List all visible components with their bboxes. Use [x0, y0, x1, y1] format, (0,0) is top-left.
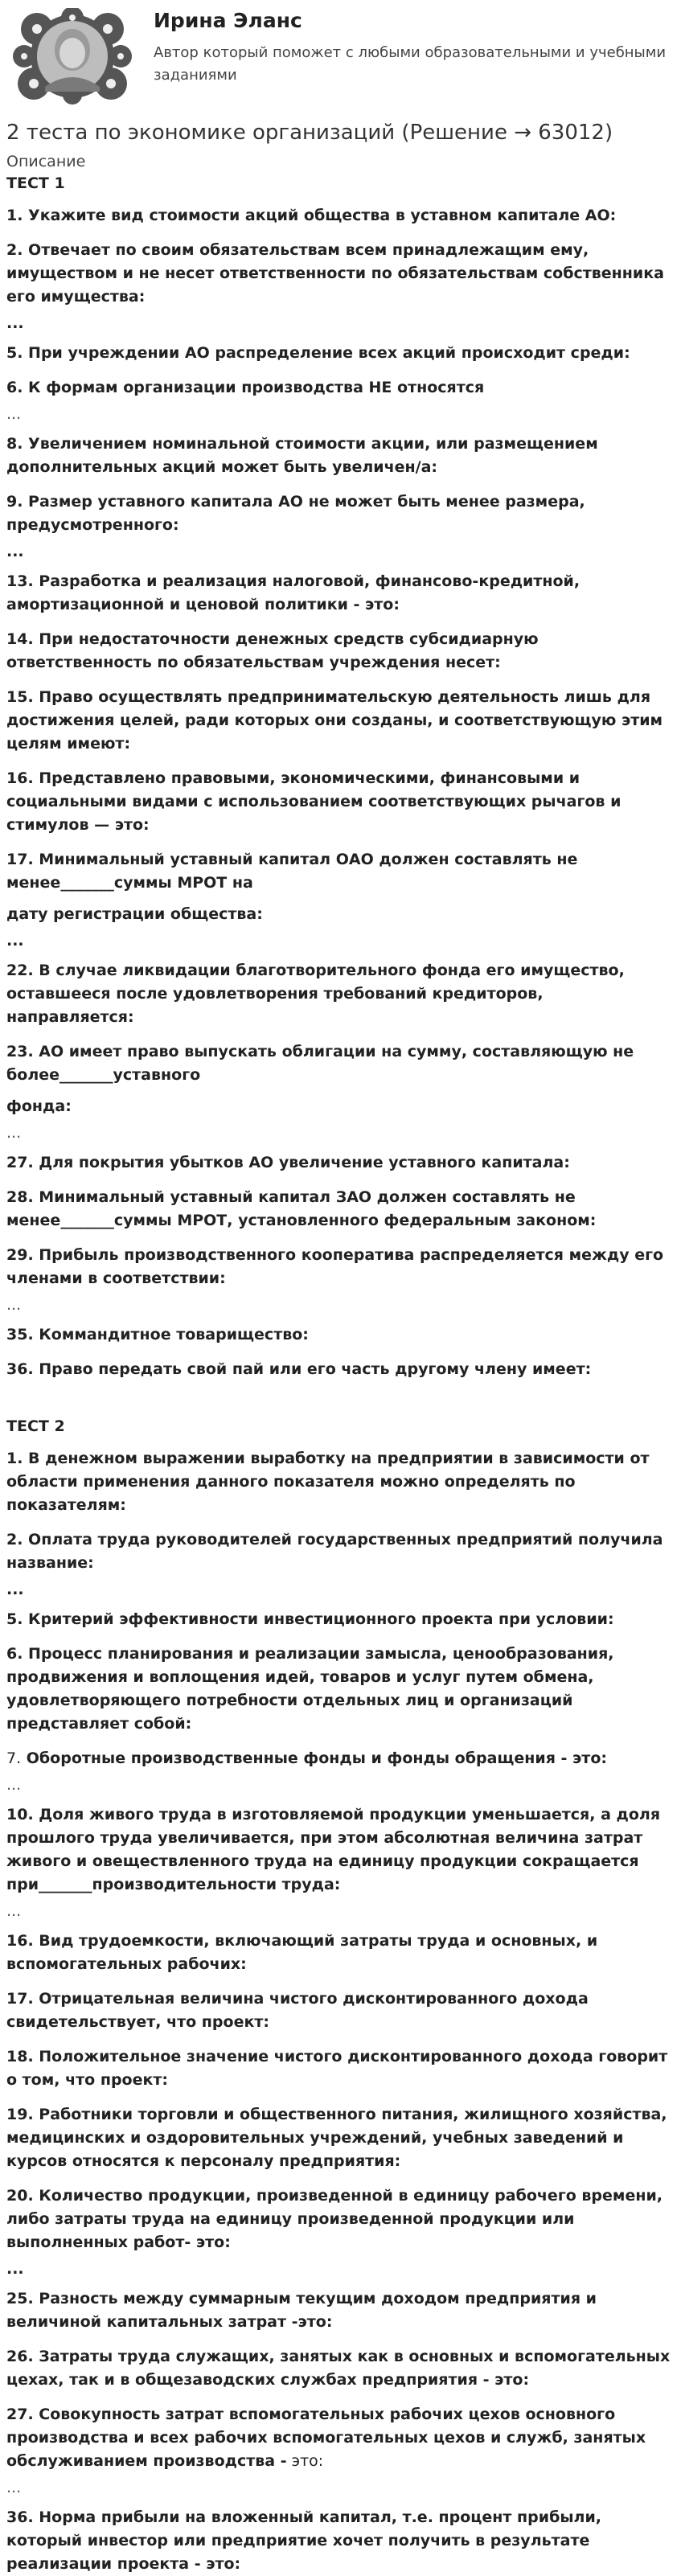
question: 17. Минимальный уставный капитал ОАО должен составлять не менее_______суммы МРОТ на: [6, 851, 578, 892]
question: 16. Представлено правовыми, экономическими, финансовыми и социальными видами с использованием соответствующих рычагов и стимулов — это:: [6, 769, 622, 834]
author-name[interactable]: Ирина Эланс: [154, 9, 302, 32]
question: 17. Отрицательная величина чистого дисконтированного дохода свидетельствует, что проект:: [6, 1990, 589, 2031]
question: 6. Процесс планирования и реализации замысла, ценообразования, продвижения и воплощения идей, товаров и услуг путем обмена, удовлетворяющего потребности отдельных лиц и организаций представляет собой:: [6, 1645, 614, 1733]
avatar-flower-frame: [13, 8, 132, 105]
question: [6, 1747, 673, 1770]
omission-ellipsis: ...: [6, 932, 24, 950]
omission-ellipsis: ...: [6, 2260, 24, 2278]
question: 5. Критерий эффективности инвестиционного проекта при условии:: [6, 1610, 614, 1628]
question: 20. Количество продукции, произведенной в единицу рабочего времени, либо затраты труда на единицу произведенной продукции или выполненных работ- это:: [6, 2187, 663, 2251]
author-avatar[interactable]: [13, 8, 132, 105]
description-label: Описание: [6, 153, 86, 170]
question: 35. Коммандитное товарищество:: [6, 1326, 309, 1343]
omission-ellipsis: ...: [6, 543, 24, 560]
author-description: Автор который поможет с любыми образовательными и учебными заданиями: [154, 44, 667, 84]
question: 19. Работники торговли и общественного питания, жилищного хозяйства, медицинских и оздоровительных учреждений, учебных заведений и курсов относятся к персоналу предприятия:: [6, 2106, 667, 2170]
test-1-section: [6, 172, 673, 1381]
omission-ellipsis: ...: [6, 1124, 22, 1142]
test-2-label: ТЕСТ 2: [6, 1417, 65, 1435]
question: 27. Для покрытия убытков АО увеличение уставного капитала:: [6, 1154, 570, 1171]
question-continuation: дату регистрации общества:: [6, 905, 263, 923]
question: 9. Размер уставного капитала АО не может быть менее размера, предусмотренного:: [6, 493, 585, 534]
omission-ellipsis: ...: [6, 1902, 22, 1920]
question: 1. Укажите вид стоимости акций общества в уставном капитале АО:: [6, 207, 617, 224]
question-text: 27. Совокупность затрат вспомогательных рабочих цехов основного производства и всех рабочих вспомогательных цехов и служб, занятых обслуживанием производства -: [6, 2406, 646, 2470]
question: 36. Норма прибыли на вложенный капитал, т.е. процент прибыли, который инвестор или предприятие хочет получить в результате реализации проекта - это:: [6, 2508, 601, 2573]
omission-ellipsis: ...: [6, 1581, 24, 1598]
question: 23. АО имеет право выпускать облигации на сумму, составляющую не более_______уставного: [6, 1043, 634, 1084]
author-header: [6, 0, 673, 106]
question: 29. Прибыль производственного кооператива распределяется между его членами в соответствии:: [6, 1246, 664, 1287]
question: 14. При недостаточности денежных средств субсидиарную ответственность по обязательствам учреждения несет:: [6, 630, 539, 671]
question: 8. Увеличением номинальной стоимости акции, или размещением дополнительных акций может быть увеличен/а:: [6, 435, 598, 476]
question-text: Оборотные производственные фонды и фонды обращения - это:: [21, 1749, 607, 1767]
question: 16. Вид трудоемкости, включающий затраты труда и основных, и вспомогательных рабочих:: [6, 1932, 598, 1973]
question: [6, 2403, 673, 2473]
omission-ellipsis: ...: [6, 1296, 22, 1314]
question: 36. Право передать свой пай или его часть другому члену имеет:: [6, 1360, 592, 1378]
author-info: [154, 8, 676, 87]
question: 28. Минимальный уставный капитал ЗАО должен составлять не менее_______суммы МРОТ, установленного федеральным законом:: [6, 1188, 597, 1229]
question: 22. В случае ликвидации благотворительного фонда его имущество, оставшееся после удовлетворения требований кредиторов, направляется:: [6, 962, 625, 1026]
question: 26. Затраты труда служащих, занятых как в основных и вспомогательных цехах, так и в общезаводских службах предприятия - это:: [6, 2348, 671, 2389]
test-1-label: ТЕСТ 1: [6, 174, 65, 192]
question: 15. Право осуществлять предпринимательскую деятельность лишь для достижения целей, ради которых они созданы, и соответствующую этим целям имеют:: [6, 688, 663, 753]
question: 5. При учреждении АО распределение всех акций происходит среди:: [6, 344, 630, 362]
test-2-section: [6, 1415, 673, 2576]
question: 10. Доля живого труда в изготовляемой продукции уменьшается, а доля прошлого труда увеличивается, при этом абсолютная величина затрат живого и овеществленного труда на единицу продукции сокращается при_______производительности труда:: [6, 1806, 661, 1893]
question-continuation: фонда:: [6, 1097, 72, 1115]
question: 13. Разработка и реализация налоговой, финансово-кредитной, амортизационной и ценовой политики - это:: [6, 572, 580, 613]
omission-ellipsis: ...: [6, 314, 24, 332]
omission-ellipsis: ...: [6, 405, 22, 423]
omission-ellipsis: ...: [6, 2479, 22, 2496]
question-number: 7.: [6, 1749, 22, 1767]
question-tail: это:: [286, 2452, 324, 2470]
question: 2. Оплата труда руководителей государственных предприятий получила название:: [6, 1531, 663, 1572]
omission-ellipsis: ...: [6, 1776, 22, 1794]
question: 18. Положительное значение чистого дисконтированного дохода говорит о том, что проект:: [6, 2048, 668, 2089]
question: 1. В денежном выражении выработку на предприятии в зависимости от области применения данного показателя можно определять по показателям:: [6, 1450, 650, 1514]
document-title: 2 теста по экономике организаций (Решение → 63012): [6, 121, 613, 145]
question: 25. Разность между суммарным текущим доходом предприятия и величиной капитальных затрат -это:: [6, 2290, 597, 2331]
question: 6. К формам организации производства НЕ относятся: [6, 379, 485, 396]
question: 2. Отвечает по своим обязательствам всем принадлежащим ему, имуществом и не несет ответственности по обязательствам собственника его имущества:: [6, 241, 664, 306]
